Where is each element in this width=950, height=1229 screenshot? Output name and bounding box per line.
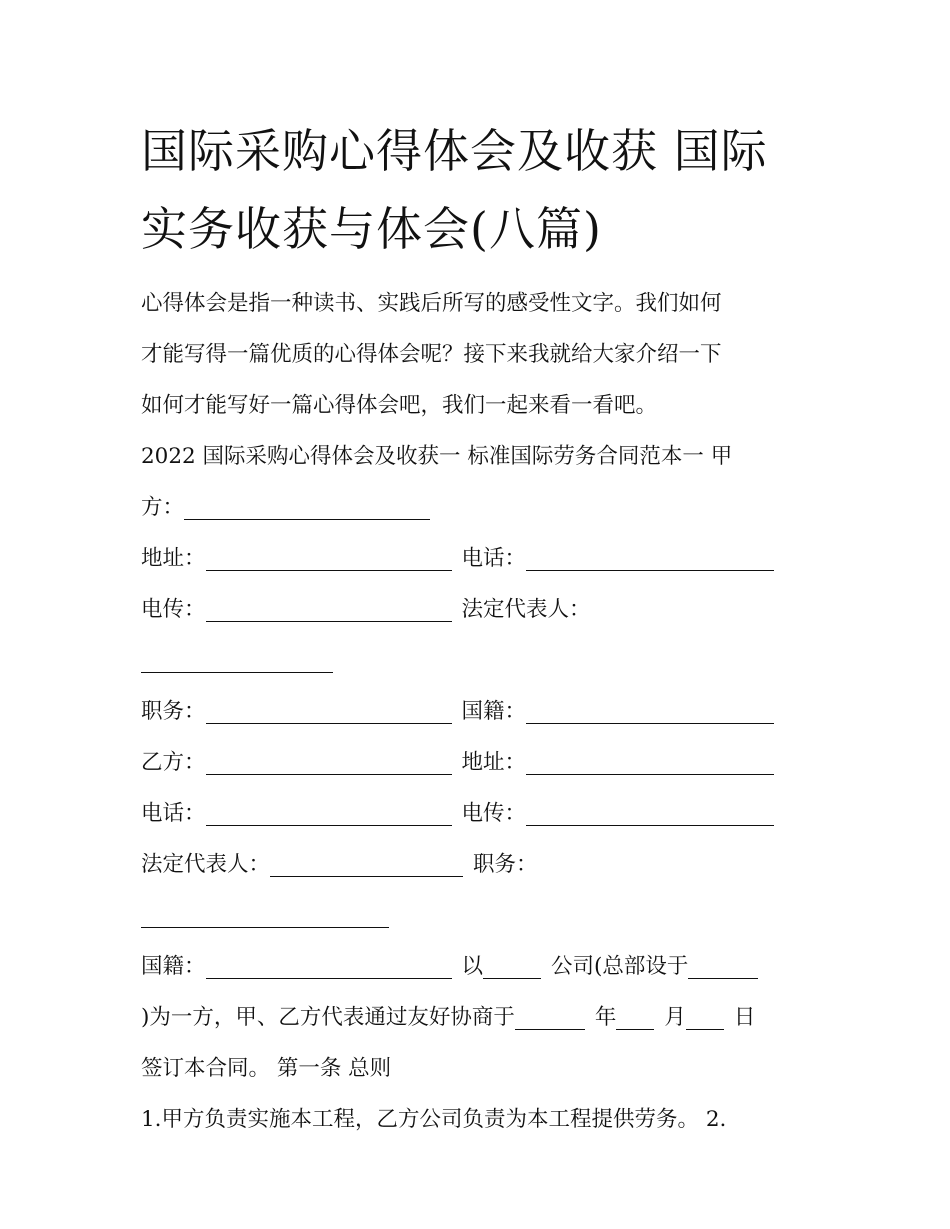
phone-label: 电话： (461, 546, 527, 571)
company-text: 公司(总部设于 (551, 954, 689, 979)
party-b-position-blank (141, 927, 389, 928)
with-blank (483, 978, 541, 979)
with-text: 以 (461, 954, 484, 979)
party-a-line (141, 482, 831, 533)
legal-rep-blank-line (141, 635, 831, 686)
nationality-company-line (141, 941, 831, 992)
title-line-2: 实务收获与体会(八篇) (141, 202, 602, 256)
nationality-blank (526, 723, 774, 724)
party-b-legal-rep-blank (270, 876, 463, 877)
legal-rep-blank (141, 672, 333, 673)
legal-rep-label: 法定代表人： (461, 597, 591, 622)
party-b-legalrep-position-line (141, 839, 831, 890)
day-text: 日 (733, 1005, 756, 1030)
position-nationality-line (141, 686, 831, 737)
fax-label: 电传： (141, 597, 206, 622)
intro-line-3: 如何才能写好一篇心得体会吧，我们一起来看一看吧。 (141, 393, 658, 418)
party-b-address-label: 地址： (461, 750, 527, 775)
party-b-address-line (141, 737, 831, 788)
position-label: 职务： (141, 699, 206, 724)
fax-blank (206, 621, 452, 622)
party-b-blank (206, 774, 452, 775)
year-text: 年 (594, 1005, 617, 1030)
line-text-1: )为一方，甲、乙方代表通过友好协商于 (141, 1005, 515, 1030)
intro-line-2: 才能写得一篇优质的心得体会呢？接下来我就给大家介绍一下 (141, 342, 722, 367)
party-b-fax-label: 电传： (461, 801, 527, 826)
month-text: 月 (664, 1005, 686, 1030)
party-b-fax-blank (526, 825, 774, 826)
headquarters-blank (688, 978, 758, 979)
month-blank (686, 1029, 724, 1030)
party-b-label: 乙方： (141, 750, 206, 775)
party-b-nationality-label: 国籍： (141, 954, 206, 979)
party-b-phone-fax-line (141, 788, 831, 839)
party-b-position-label: 职务： (473, 852, 538, 877)
year-blank (616, 1029, 654, 1030)
date-blank (515, 1029, 585, 1030)
address-blank (206, 570, 452, 571)
phone-blank (526, 570, 774, 571)
party-a-blank (184, 519, 430, 520)
party-b-legal-rep-label: 法定代表人： (141, 852, 271, 877)
party-b-nationality-blank (206, 978, 452, 979)
fax-legalrep-line (141, 584, 831, 635)
intro-line-1: 心得体会是指一种读书、实践后所写的感受性文字。我们如何 (141, 291, 722, 316)
date-line (141, 992, 831, 1043)
party-a-label: 方： (141, 495, 185, 520)
party-b-phone-label: 电话： (141, 801, 206, 826)
document-body (141, 278, 831, 1145)
party-b-phone-blank (206, 825, 452, 826)
party-b-position-blank-line (141, 890, 831, 941)
address-phone-line (141, 533, 831, 584)
nationality-label: 国籍： (461, 699, 527, 724)
sign-line: 签订本合同。 第一条 总则 (141, 1056, 392, 1081)
document-title (141, 112, 821, 268)
title-line-1: 国际采购心得体会及收获 国际 (141, 124, 768, 178)
position-blank (206, 723, 452, 724)
address-label: 地址： (141, 546, 206, 571)
section-heading: 2022 国际采购心得体会及收获一 标准国际劳务合同范本一 甲 (141, 444, 733, 469)
clause-line: 1.甲方负责实施本工程，乙方公司负责为本工程提供劳务。 2. (141, 1107, 727, 1132)
party-b-address-blank (526, 774, 774, 775)
